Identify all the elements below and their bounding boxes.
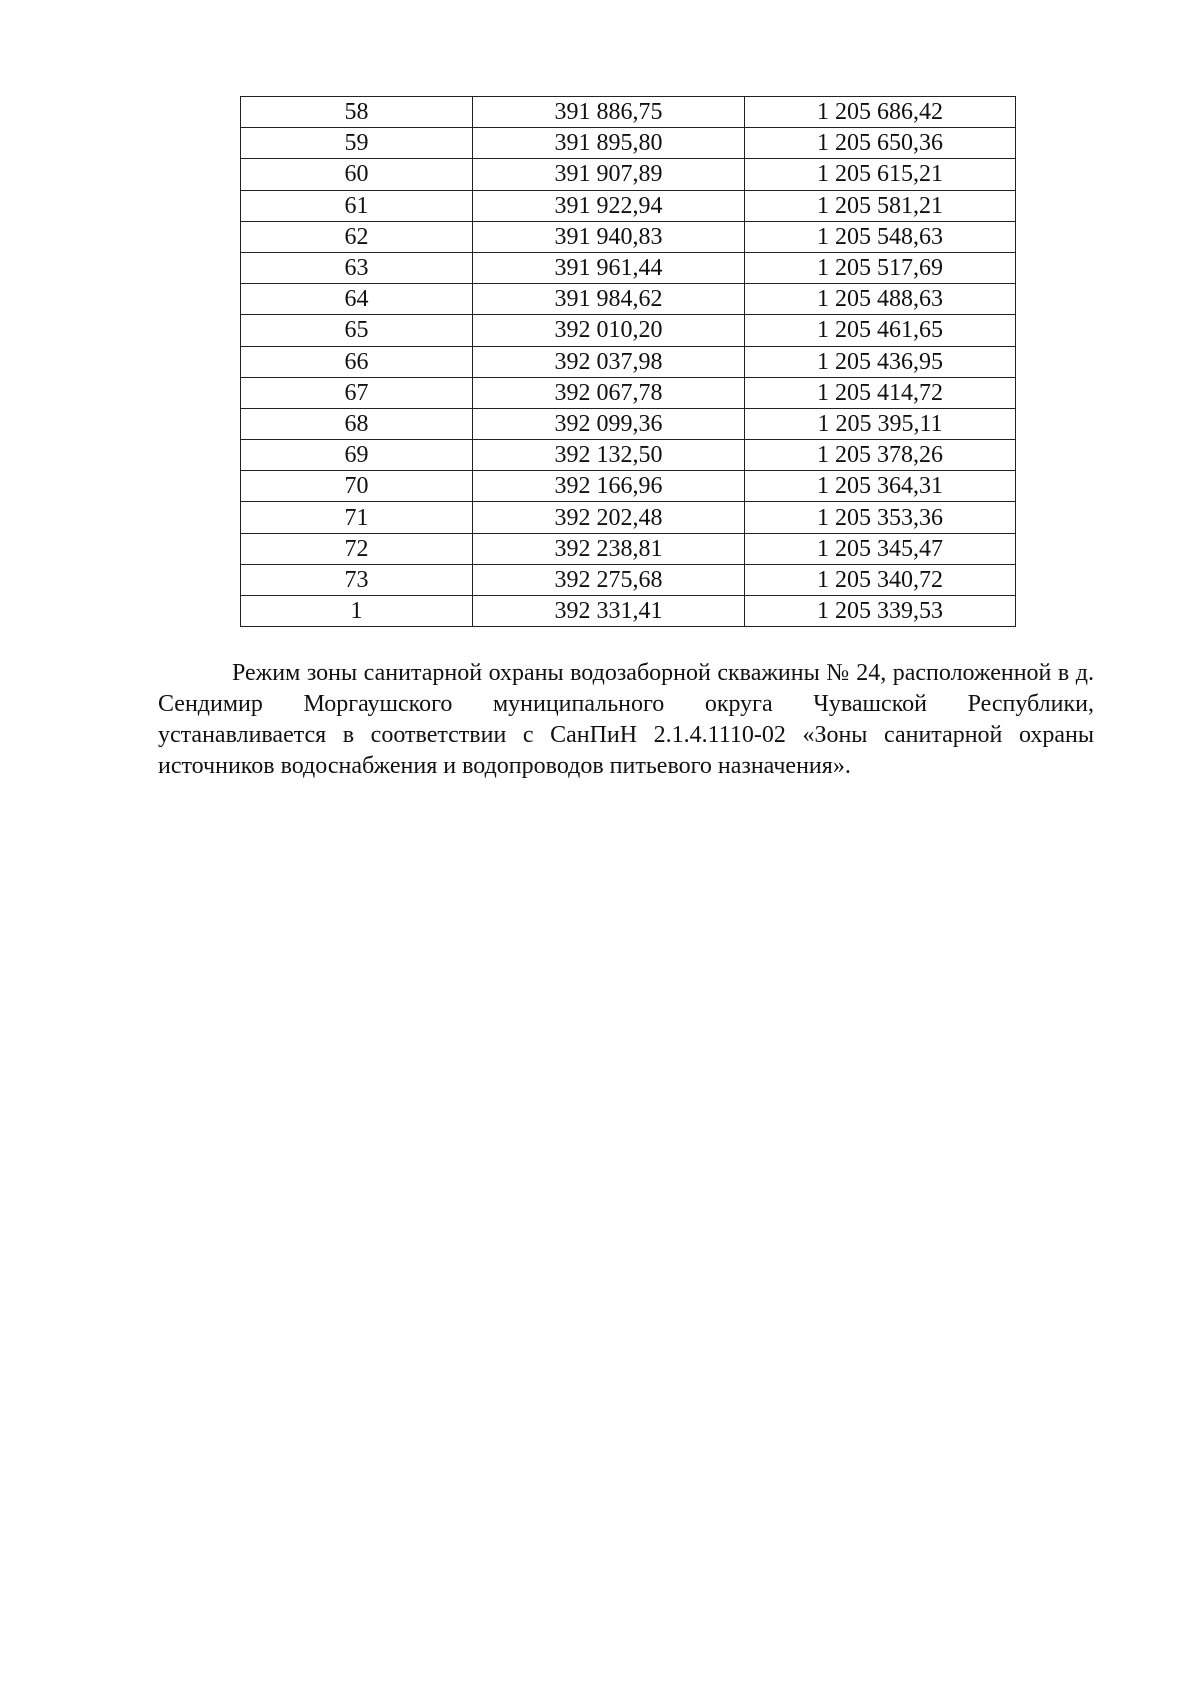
table-row	[241, 440, 1016, 471]
point-number-cell: 58	[241, 97, 473, 128]
point-number-cell: 61	[241, 190, 473, 221]
point-number-cell: 60	[241, 159, 473, 190]
point-number-cell: 71	[241, 502, 473, 533]
x-coordinate-cell: 392 238,81	[473, 533, 745, 564]
y-coordinate-cell: 1 205 581,21	[745, 190, 1016, 221]
table-row	[241, 471, 1016, 502]
y-coordinate-cell: 1 205 378,26	[745, 440, 1016, 471]
x-coordinate-cell: 392 010,20	[473, 315, 745, 346]
x-coordinate-cell: 392 099,36	[473, 408, 745, 439]
point-number-cell: 62	[241, 221, 473, 252]
x-coordinate-cell: 392 037,98	[473, 346, 745, 377]
y-coordinate-cell: 1 205 615,21	[745, 159, 1016, 190]
point-number-cell: 63	[241, 252, 473, 283]
table-row	[241, 408, 1016, 439]
point-number-cell: 66	[241, 346, 473, 377]
x-coordinate-cell: 391 895,80	[473, 128, 745, 159]
table-row	[241, 564, 1016, 595]
x-coordinate-cell: 392 275,68	[473, 564, 745, 595]
y-coordinate-cell: 1 205 461,65	[745, 315, 1016, 346]
point-number-cell: 73	[241, 564, 473, 595]
y-coordinate-cell: 1 205 414,72	[745, 377, 1016, 408]
table-row	[241, 502, 1016, 533]
table-row	[241, 128, 1016, 159]
y-coordinate-cell: 1 205 548,63	[745, 221, 1016, 252]
table-row	[241, 190, 1016, 221]
y-coordinate-cell: 1 205 517,69	[745, 252, 1016, 283]
x-coordinate-cell: 391 940,83	[473, 221, 745, 252]
coordinates-table	[240, 96, 1016, 627]
sanitary-zone-regime-paragraph: Режим зоны санитарной охраны водозаборной скважины № 24, расположенной в д. Сендимир Моргаушского муниципального округа Чувашской Республики, устанавливается в соответствии с СанПиН 2.1.4.1110-02 «Зоны санитарной охраны источников водоснабжения и водопроводов питьевого назначения».	[158, 660, 1094, 779]
y-coordinate-cell: 1 205 488,63	[745, 284, 1016, 315]
table-row	[241, 284, 1016, 315]
x-coordinate-cell: 391 922,94	[473, 190, 745, 221]
x-coordinate-cell: 392 067,78	[473, 377, 745, 408]
table-row	[241, 346, 1016, 377]
x-coordinate-cell: 391 984,62	[473, 284, 745, 315]
point-number-cell: 1	[241, 596, 473, 627]
table-row	[241, 252, 1016, 283]
x-coordinate-cell: 391 886,75	[473, 97, 745, 128]
point-number-cell: 69	[241, 440, 473, 471]
y-coordinate-cell: 1 205 340,72	[745, 564, 1016, 595]
point-number-cell: 67	[241, 377, 473, 408]
x-coordinate-cell: 392 166,96	[473, 471, 745, 502]
table-row	[241, 221, 1016, 252]
point-number-cell: 68	[241, 408, 473, 439]
point-number-cell: 65	[241, 315, 473, 346]
table-row	[241, 533, 1016, 564]
point-number-cell: 59	[241, 128, 473, 159]
y-coordinate-cell: 1 205 345,47	[745, 533, 1016, 564]
point-number-cell: 72	[241, 533, 473, 564]
x-coordinate-cell: 392 202,48	[473, 502, 745, 533]
point-number-cell: 64	[241, 284, 473, 315]
y-coordinate-cell: 1 205 364,31	[745, 471, 1016, 502]
table-row	[241, 97, 1016, 128]
table-row	[241, 159, 1016, 190]
table-row	[241, 596, 1016, 627]
y-coordinate-cell: 1 205 339,53	[745, 596, 1016, 627]
y-coordinate-cell: 1 205 436,95	[745, 346, 1016, 377]
table-row	[241, 377, 1016, 408]
x-coordinate-cell: 392 132,50	[473, 440, 745, 471]
y-coordinate-cell: 1 205 353,36	[745, 502, 1016, 533]
y-coordinate-cell: 1 205 686,42	[745, 97, 1016, 128]
y-coordinate-cell: 1 205 395,11	[745, 408, 1016, 439]
x-coordinate-cell: 391 961,44	[473, 252, 745, 283]
table-row	[241, 315, 1016, 346]
x-coordinate-cell: 392 331,41	[473, 596, 745, 627]
point-number-cell: 70	[241, 471, 473, 502]
x-coordinate-cell: 391 907,89	[473, 159, 745, 190]
y-coordinate-cell: 1 205 650,36	[745, 128, 1016, 159]
